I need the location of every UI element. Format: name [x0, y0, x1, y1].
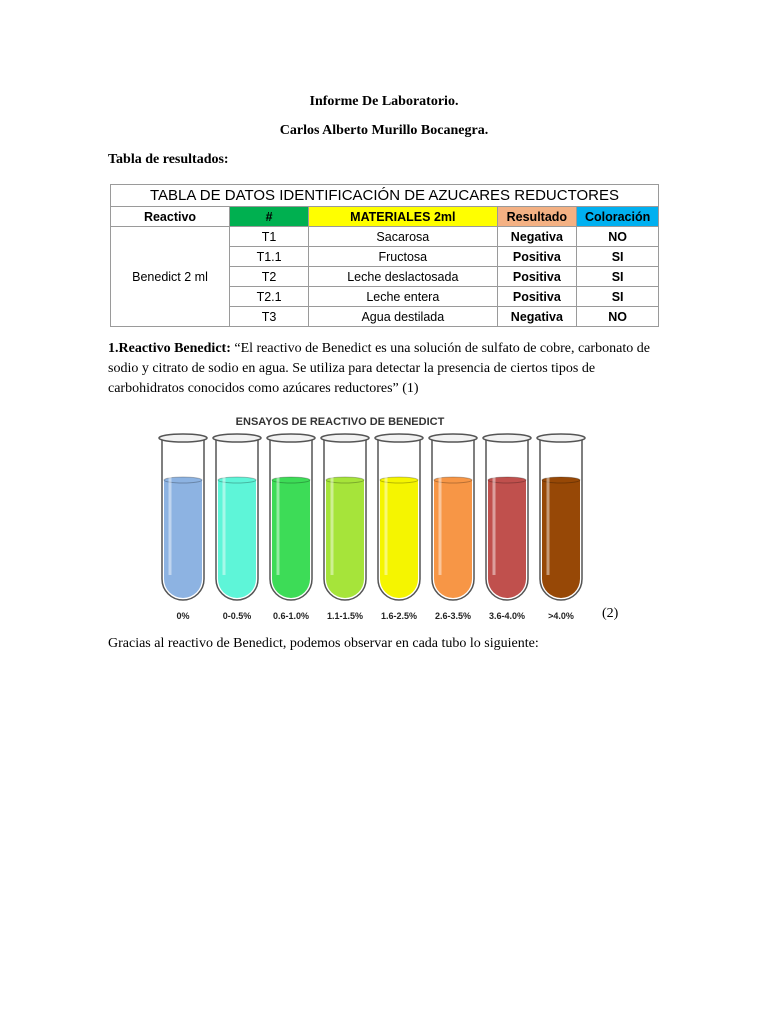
tube-rim — [267, 434, 315, 442]
header-coloracion: Coloración — [577, 207, 659, 227]
header-materiales: MATERIALES 2ml — [309, 207, 497, 227]
tube-rim — [429, 434, 477, 442]
row-coloracion: NO — [577, 307, 659, 327]
tube-label: 0% — [176, 611, 190, 621]
tube-rim — [321, 434, 369, 442]
row-coloracion: SI — [577, 287, 659, 307]
header-number: # — [229, 207, 308, 227]
tube-label: 0.6-1.0% — [272, 611, 310, 621]
tube-rim — [213, 434, 261, 442]
row-number: T3 — [229, 307, 308, 327]
test-tube — [375, 434, 423, 621]
test-tube — [537, 434, 585, 621]
row-resultado: Positiva — [497, 267, 577, 287]
row-coloracion: NO — [577, 227, 659, 247]
tube-rim — [483, 434, 531, 442]
row-material: Agua destilada — [309, 307, 497, 327]
header-reactivo: Reactivo — [111, 207, 230, 227]
row-material: Fructosa — [309, 247, 497, 267]
table-caption: TABLA DE DATOS IDENTIFICACIÓN DE AZUCARES REDUCTORES — [111, 185, 659, 207]
tube-rim — [537, 434, 585, 442]
row-resultado: Positiva — [497, 247, 577, 267]
paragraph-text: “El reactivo de Benedict es una solución de sulfato de cobre, carbonato de sodio y citrato de sodio en agua. Se utiliza para detectar la presencia de ciertos tipos de carbohidratos conocidos como azúcares reductores” (1) — [108, 341, 650, 396]
test-tube — [429, 434, 477, 621]
table-caption-row — [111, 185, 659, 207]
row-number: T2.1 — [229, 287, 308, 307]
tube-label: >4.0% — [548, 611, 574, 621]
benedict-paragraph — [108, 339, 668, 399]
tube-rim — [159, 434, 207, 442]
test-tube — [321, 434, 369, 621]
test-tube — [159, 434, 207, 621]
table-row — [111, 227, 659, 247]
benedict-tubes-figure — [150, 405, 600, 625]
row-number: T2 — [229, 267, 308, 287]
closing-text: Gracias al reactivo de Benedict, podemos observar en cada tubo lo siguiente: — [108, 636, 539, 651]
tube-label: 3.6-4.0% — [488, 611, 526, 621]
test-tube — [267, 434, 315, 621]
tube-rim — [375, 434, 423, 442]
figure-reference: (2) — [602, 606, 619, 621]
row-resultado: Negativa — [497, 227, 577, 247]
test-tube — [483, 434, 531, 621]
row-coloracion: SI — [577, 247, 659, 267]
figure-title: ENSAYOS DE REACTIVO DE BENEDICT — [235, 416, 445, 428]
row-number: T1 — [229, 227, 308, 247]
row-resultado: Negativa — [497, 307, 577, 327]
tube-label: 0-0.5% — [222, 611, 252, 621]
row-material: Leche entera — [309, 287, 497, 307]
test-tube — [213, 434, 261, 621]
row-coloracion: SI — [577, 267, 659, 287]
row-material: Sacarosa — [309, 227, 497, 247]
tube-label: 2.6-3.5% — [434, 611, 472, 621]
table-heading: Tabla de resultados: — [108, 152, 229, 167]
row-resultado: Positiva — [497, 287, 577, 307]
row-material: Leche deslactosada — [309, 267, 497, 287]
reactivo-cell: Benedict 2 ml — [111, 227, 230, 327]
tube-label: 1.6-2.5% — [380, 611, 418, 621]
paragraph-label: 1.Reactivo Benedict: — [108, 341, 231, 356]
table-header-row — [111, 207, 659, 227]
row-number: T1.1 — [229, 247, 308, 267]
author-name: Carlos Alberto Murillo Bocanegra. — [279, 123, 489, 138]
report-title: Informe De Laboratorio. — [309, 94, 459, 109]
tube-label: 1.1-1.5% — [326, 611, 364, 621]
header-resultado: Resultado — [497, 207, 577, 227]
results-table — [110, 184, 659, 327]
